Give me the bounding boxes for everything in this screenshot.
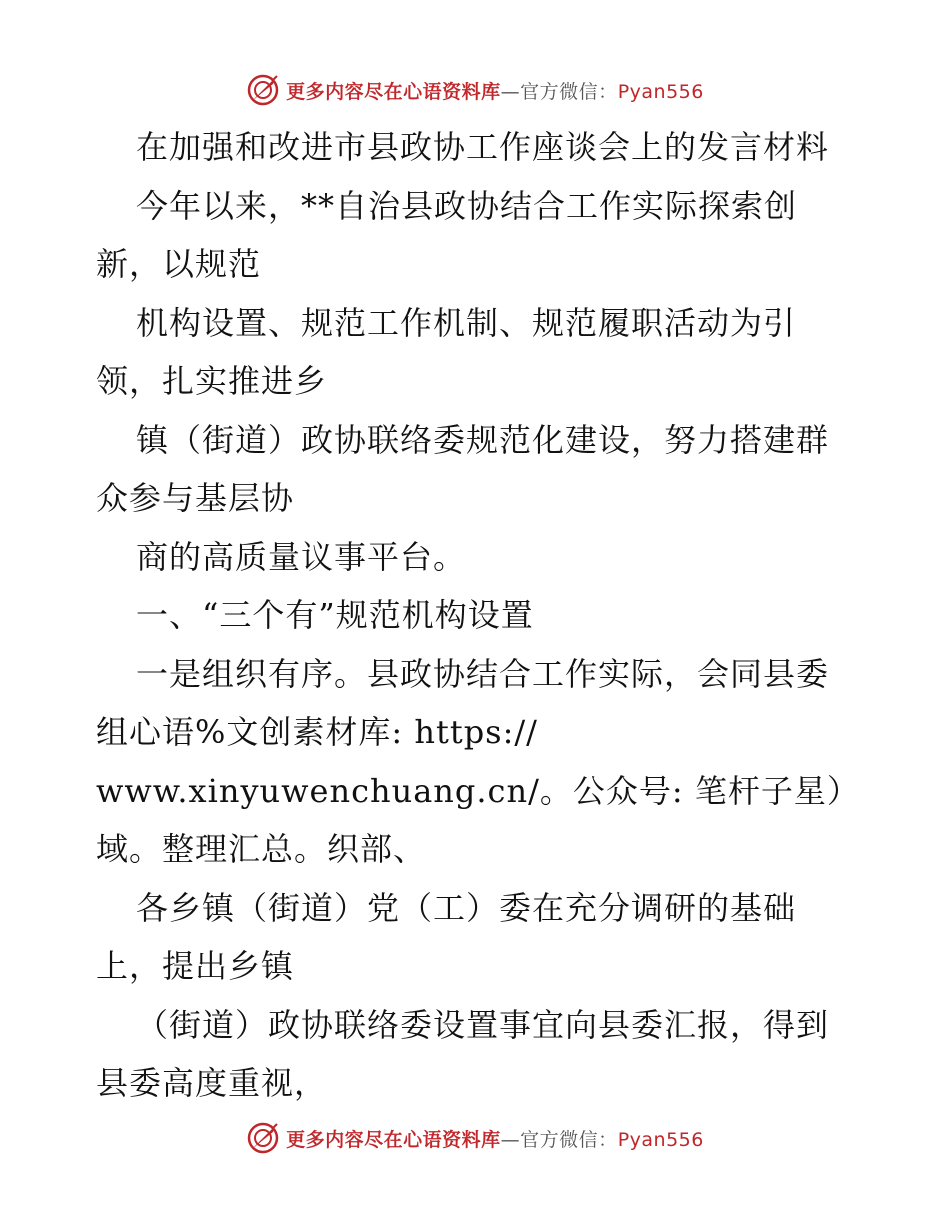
watermark-separator: —	[500, 1128, 521, 1151]
text-line: 今年以来，**自治县政协结合工作实际探索创	[136, 186, 798, 225]
text-line: 镇（街道）政协联络委规范化建设，努力搭建群	[136, 420, 830, 459]
text-line: 领，扎实推进乡	[96, 362, 328, 400]
text-line: 新，以规范	[96, 245, 262, 283]
text-line: 机构设置、规范工作机制、规范履职活动为引	[136, 303, 797, 342]
text-line: 各乡镇（街道）党（工）委在充分调研的基础	[136, 888, 797, 927]
header-watermark	[0, 70, 950, 110]
quill-logo-icon	[246, 73, 280, 107]
watermark-wechat-id: Pyan556	[617, 1128, 704, 1151]
text-line: 组心语%文创素材库: https://	[96, 713, 538, 751]
document-body	[96, 118, 866, 1113]
text-line: （街道）政协联络委设置事宜向县委汇报，得到	[136, 1005, 830, 1044]
text-line: 商的高质量议事平台。	[136, 537, 467, 576]
text-line: 一是组织有序。县政协结合工作实际，会同县委	[136, 654, 830, 693]
footer-watermark-inner	[246, 1121, 704, 1155]
watermark-wechat-label: 官方微信：	[520, 80, 618, 103]
watermark-wechat-id: Pyan556	[617, 80, 704, 103]
quill-logo-icon	[246, 1121, 280, 1155]
watermark-text	[286, 1125, 704, 1152]
footer-watermark	[0, 1118, 950, 1158]
watermark-text	[286, 77, 704, 104]
header-watermark-inner	[246, 73, 704, 107]
watermark-site-text: 更多内容尽在心语资料库	[286, 80, 501, 103]
text-line: 一、“三个有”规范机构设置	[136, 596, 534, 634]
text-line: 众参与基层协	[96, 479, 295, 517]
watermark-separator: —	[500, 80, 521, 103]
text-line: 县委高度重视，	[96, 1064, 328, 1102]
text-line: 在加强和改进市县政协工作座谈会上的发言材料	[136, 128, 830, 166]
text-line: www.xinyuwenchuang.cn/。公众号: 笔杆子星）	[96, 771, 860, 810]
watermark-wechat-label: 官方微信：	[520, 1128, 618, 1151]
watermark-site-text: 更多内容尽在心语资料库	[286, 1128, 501, 1151]
text-line: 上，提出乡镇	[96, 947, 295, 985]
text-line: 域。整理汇总。织部、	[96, 830, 427, 868]
